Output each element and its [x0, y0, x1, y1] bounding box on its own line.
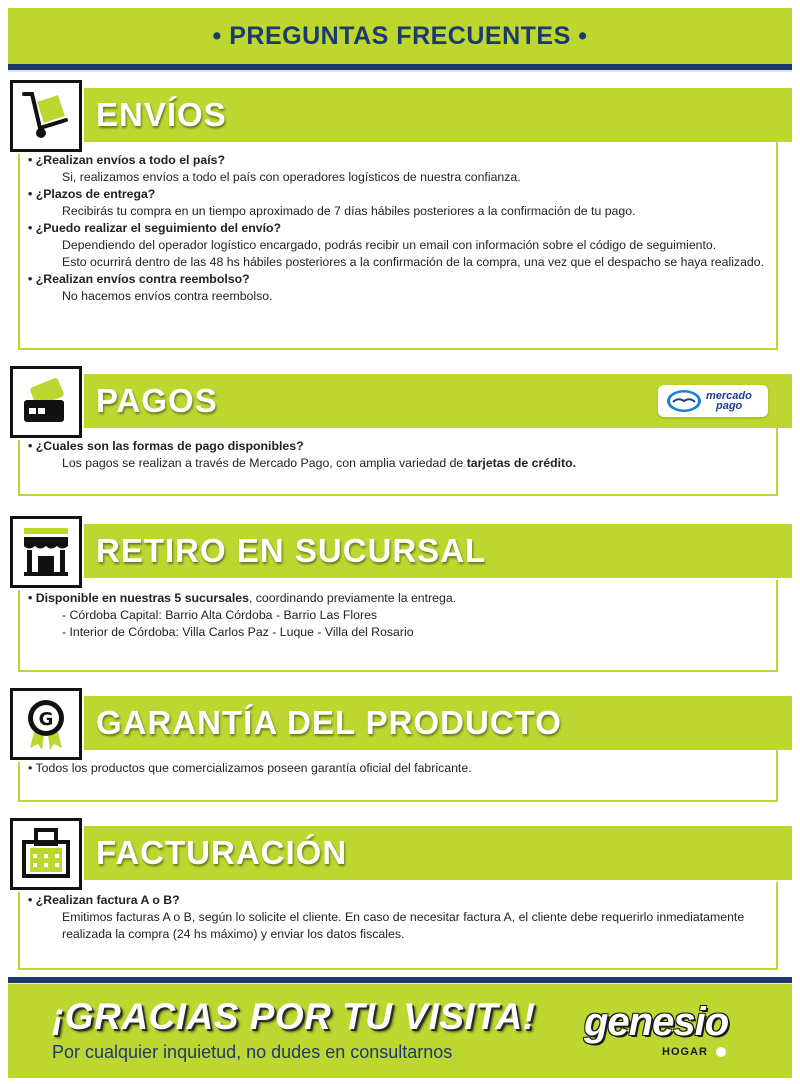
pickup-lead [28, 590, 766, 607]
faq-answer [28, 455, 766, 472]
payment-answer-text: Los pagos se realizan a través de Mercado Pago, con amplia variedad de [62, 456, 467, 470]
branch-line: - Córdoba Capital: Barrio Alta Córdoba - Barrio Las Flores [62, 608, 378, 622]
mercado-pago-line1: mercado [706, 390, 752, 402]
garantia-panel [18, 750, 778, 802]
section-title: FACTURACIÓN [96, 834, 348, 871]
pickup-lead-rest: , coordinando previamente la entrega. [248, 591, 457, 605]
faq-answer: No hacemos envíos contra reembolso. [62, 289, 273, 303]
facturacion-panel [18, 882, 778, 970]
section-title: ENVÍOS [96, 96, 227, 133]
footer [8, 984, 792, 1078]
section-title: PAGOS [96, 382, 218, 419]
mercado-pago-logo [658, 385, 768, 417]
handshake-icon [666, 389, 702, 413]
envios-panel [18, 142, 778, 350]
faq-header [8, 8, 792, 64]
section-title: GARANTÍA DEL PRODUCTO [96, 704, 562, 741]
receipt-printer-icon [10, 818, 82, 890]
faq-answer: Emitimos facturas A o B, según lo solicite el cliente. En caso de necesitar factura A, el cliente debe requerirlo inmediatamente [62, 910, 745, 924]
faq-question: • ¿Realizan factura A o B? [28, 893, 180, 907]
header-divider [8, 64, 792, 70]
faq-question: • ¿Realizan envíos a todo el país? [28, 153, 226, 167]
contact-message: Por cualquier inquietud, no dudes en consultarnos [52, 1042, 453, 1062]
brand-subtitle: HOGAR [662, 1046, 708, 1058]
faq-answer: realizada la compra (24 hs máximo) y enviar los datos fiscales. [62, 927, 405, 941]
mercado-pago-line2: pago [716, 400, 743, 412]
payment-answer-highlight: tarjetas de crédito. [466, 456, 577, 470]
faq-question: • ¿Puedo realizar el seguimiento del envío? [28, 221, 282, 235]
section-pagos-header [74, 374, 792, 428]
footer-divider [8, 977, 792, 983]
pagos-panel [18, 428, 778, 496]
credit-card-icon [10, 366, 82, 438]
faq-answer: Recibirás tu compra en un tiempo aproximado de 7 días hábiles posteriores a la confirmación de tu pago. [62, 204, 636, 218]
thanks-heading: ¡GRACIAS POR TU VISITA! [52, 996, 536, 1037]
faq-answer: Dependiendo del operador logístico encargado, podrás recibir un email con información sobre el código de seguimiento. [62, 238, 717, 252]
storefront-icon [10, 516, 82, 588]
warranty-text: • Todos los productos que comercializamos poseen garantía oficial del fabricante. [28, 761, 472, 775]
section-facturacion-header [74, 826, 792, 880]
faq-answer: Esto ocurrirá dentro de las 48 hs hábiles posteriores a la confirmación de la compra, una vez que el despacho se haya realizado. [62, 255, 765, 269]
hand-truck-icon [10, 80, 82, 152]
pickup-lead-bold: • Disponible en nuestras 5 sucursales [28, 591, 249, 605]
section-retiro-header [74, 524, 792, 578]
guarantee-medal-icon [10, 688, 82, 760]
section-envios-header [74, 88, 792, 142]
brand-dot [716, 1047, 726, 1057]
faq-question: • ¿Cuales son las formas de pago disponibles? [28, 439, 304, 453]
retiro-panel [18, 580, 778, 672]
branch-line: - Interior de Córdoba: Villa Carlos Paz - Luque - Villa del Rosario [62, 625, 414, 639]
faq-question: • ¿Plazos de entrega? [28, 187, 156, 201]
brand-logo: genesio [584, 1000, 729, 1044]
section-title: RETIRO EN SUCURSAL [96, 532, 487, 569]
faq-answer: Si, realizamos envíos a todo el país con operadores logísticos de nuestra confianza. [62, 170, 521, 184]
faq-question: • ¿Realizan envíos contra reembolso? [28, 272, 250, 286]
section-garantia-header [74, 696, 792, 750]
page-title: • PREGUNTAS FRECUENTES • [212, 21, 588, 50]
svg-text:G: G [38, 709, 54, 730]
